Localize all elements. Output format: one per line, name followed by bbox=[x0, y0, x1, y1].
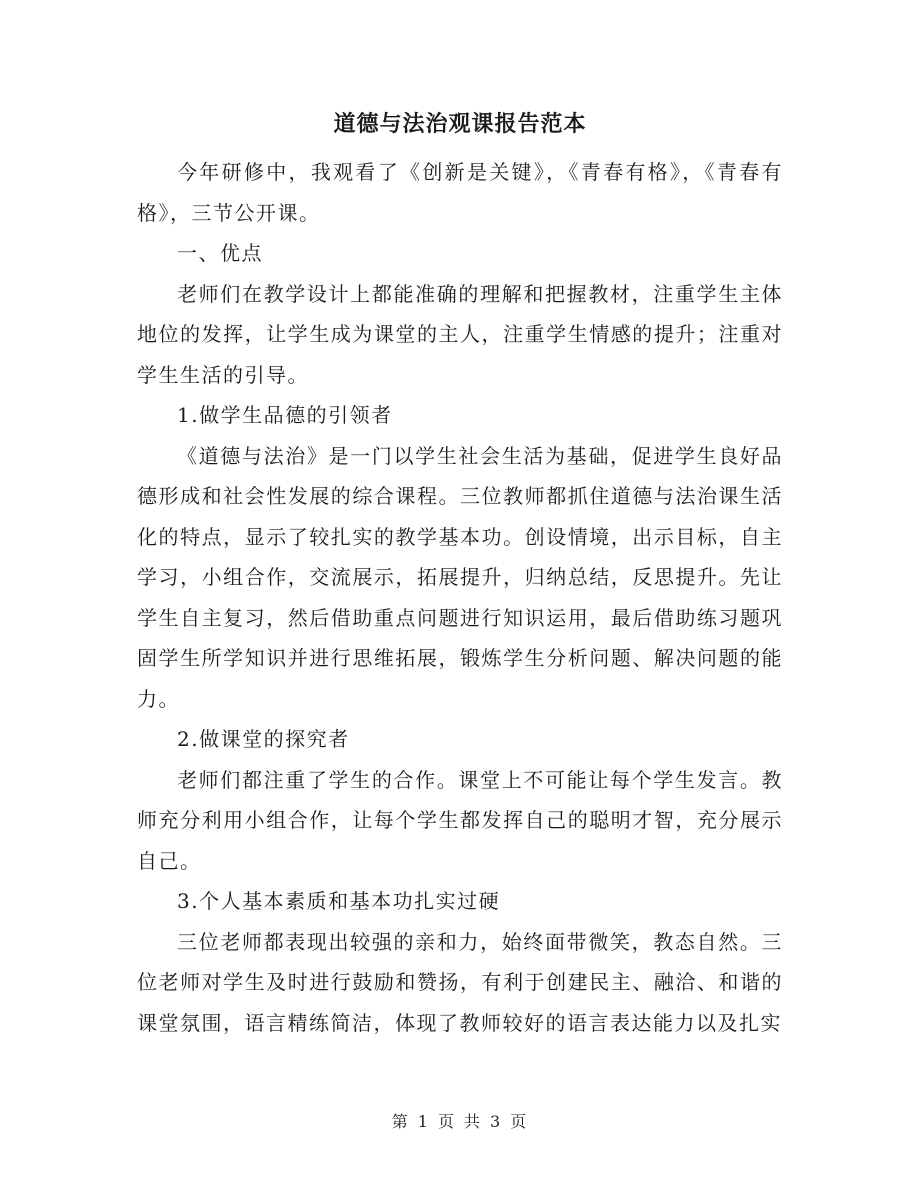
subheading-1: 1.做学生品德的引领者 bbox=[177, 403, 393, 427]
document-title: 道德与法治观课报告范本 bbox=[333, 111, 587, 137]
subheading-2: 2.做课堂的探究者 bbox=[177, 727, 350, 751]
subheading-3: 3.个人基本素质和基本功扎实过硬 bbox=[177, 889, 501, 913]
footer-page-mid: 页 bbox=[437, 1112, 456, 1131]
paragraph-3: 三位老师都表现出较强的亲和力，始终面带微笑，教态自然。三位老师对学生及时进行鼓励和赞扬，有利于创建民主、融洽、和谐的课堂氛围，语言精练简洁，体现了教师较好的语言表达能力以及扎实 bbox=[137, 929, 783, 1035]
section-heading-advantages: 一、优点 bbox=[177, 241, 263, 265]
footer-total-label: 共 bbox=[464, 1112, 483, 1131]
paragraph-intro: 今年研修中，我观看了《创新是关键》，《青春有格》，《青春有格》，三节公开课。 bbox=[137, 160, 783, 225]
footer-suffix: 页 bbox=[510, 1112, 529, 1131]
paragraph-2: 老师们都注重了学生的合作。课堂上不可能让每个学生发言。教师充分利用小组合作，让每个学生都发挥自己的聪明才智，充分展示自己。 bbox=[137, 767, 783, 873]
footer-prefix: 第 bbox=[391, 1112, 410, 1131]
paragraph-1: 《道德与法治》是一门以学生社会生活为基础，促进学生良好品德形成和社会性发展的综合课程。三位教师都抓住道德与法治课生活化的特点，显示了较扎实的教学基本功。创设情境，出示目标，自主学习，小组合作，交流展示，拓展提升，归纳总结，反思提升。先让学生自主复习，然后借助重点问题进行知识运用，最后借助练习题巩固学生所学知识并进行思维拓展，锻炼学生分析问题、解决问题的能力。 bbox=[137, 443, 783, 711]
footer-current-page: 1 bbox=[417, 1112, 430, 1131]
document-body bbox=[137, 152, 783, 1043]
footer-total-pages: 3 bbox=[490, 1112, 503, 1131]
paragraph-advantages: 老师们在教学设计上都能准确的理解和把握教材，注重学生主体地位的发挥，让学生成为课堂的主人，注重学生情感的提升；注重对学生生活的引导。 bbox=[137, 281, 783, 387]
page-footer bbox=[0, 1110, 920, 1134]
